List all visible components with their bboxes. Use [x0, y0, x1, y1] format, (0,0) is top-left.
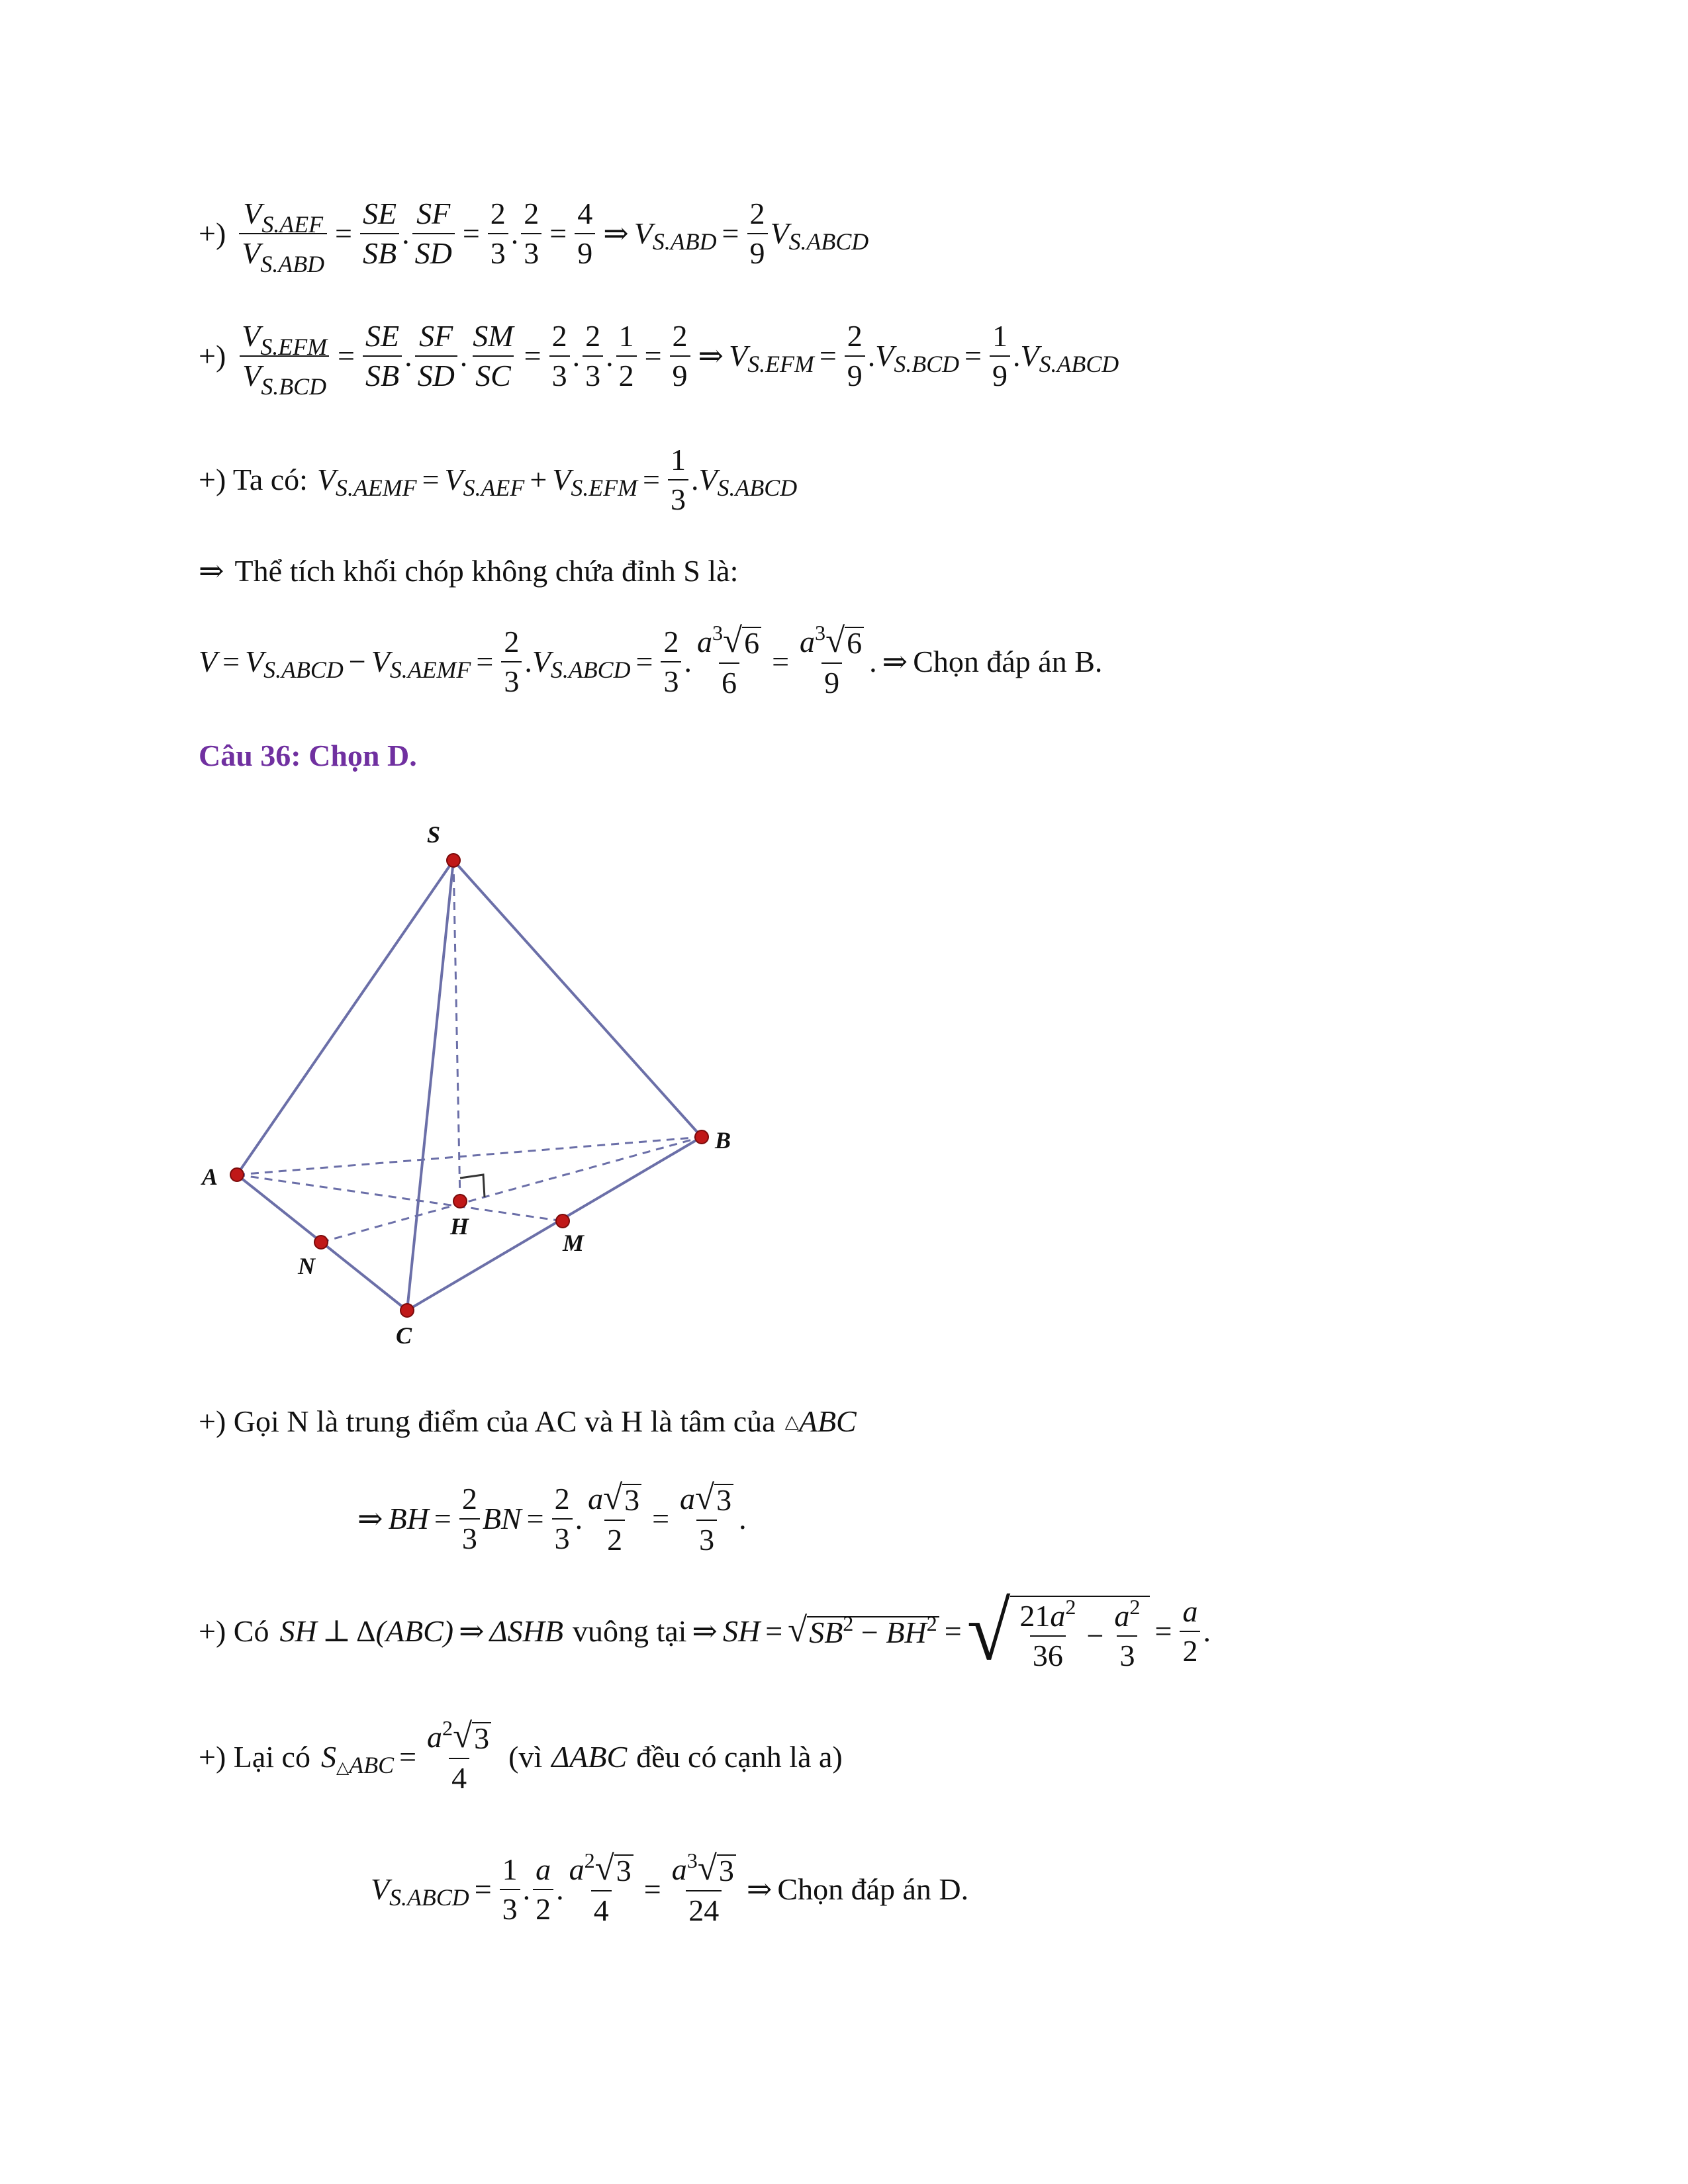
- equation-line-7: ⇒ BH = $\frac{2}{3}$ BN = $\frac{2}{3}$ . a √ 3 2 = a √ 3 3 .: [357, 1479, 747, 1557]
- point-a: [230, 1168, 244, 1181]
- fraction-2-3: $\frac{2}{3}$: [488, 199, 508, 269]
- label-m: M: [563, 1230, 585, 1256]
- point-m: [556, 1214, 569, 1228]
- height-sh-dashed: [453, 860, 460, 1201]
- fraction-se-sb: $\frac{SE}{SB}$: [360, 199, 399, 269]
- equation-line-3: +) Ta có: V S.AEMF = V S.AEF + V S.EFM = $\frac{1}{3}$ . V S.ABCD: [199, 443, 798, 516]
- fraction-sf-sd: $\frac{SF}{SD}$: [412, 199, 455, 269]
- fraction-a3-sqrt6-6: $a^3$ √ 6 6: [694, 625, 764, 698]
- bullet: +): [199, 339, 226, 373]
- equation-line-1: +) $\frac{V_{S.AEF}}{V_{S.ABD}}$ = $\frac{SE}{SB}$ . $\frac{SF}{SD}$ = $\frac{2}{3}$ . $\frac{2}{3}$ = $\frac{4}{9}$ ⇒ V S.ABD = $\frac{2}{9}$ V S.ABCD: [199, 197, 869, 277]
- fraction-a3-sqrt6-9: $a^3$ √ 6 9: [797, 625, 867, 698]
- fraction-2-9: $\frac{2}{9}$: [747, 199, 768, 269]
- bullet: +): [199, 216, 226, 250]
- question-heading: Câu 36: Chọn D.: [199, 739, 417, 772]
- equation-line-6: +) Gọi N là trung điểm của AC và H là tâm của △ ABC: [199, 1404, 857, 1438]
- label-c: C: [396, 1322, 412, 1347]
- equation-line-2: +) $\frac{V_{S.EFM}}{V_{S.BCD}}$ = $\frac{SE}{SB}$ . $\frac{SF}{SD}$ . $\frac{SM}{SC}$ = $\frac{2}{3}$ . $\frac{2}{3}$ . $\frac{1}{2}$ = $\frac{2}{9}$ ⇒ V S.EFM = $\frac{2}{9}$ . V S.BCD = $\frac{1}{9}$ . V S.ABCD: [199, 319, 1119, 400]
- equation-line-9: +) Lại có S △ABC = $a^2$ √ 3 4 (vì ΔABC đều có cạnh là a): [199, 1716, 843, 1795]
- ratio-efm-bcd: $\frac{V_{S.EFM}}{V_{S.BCD}}$: [239, 321, 330, 391]
- median-bn-dashed: [321, 1137, 702, 1242]
- ratio-aef-abd: $\frac{V_{S.AEF}}{V_{S.ABD}}$: [239, 199, 327, 269]
- fraction-2-3: $\frac{2}{3}$: [521, 199, 541, 269]
- label-a: A: [202, 1163, 218, 1190]
- vertices: [230, 854, 708, 1317]
- equation-line-4: ⇒ Thể tích khối chóp không chứa đỉnh S là:: [199, 554, 739, 588]
- point-s: [447, 854, 460, 867]
- edge-sa: [237, 860, 453, 1175]
- edge-sb: [453, 860, 702, 1137]
- point-b: [695, 1130, 708, 1144]
- point-c: [400, 1304, 414, 1317]
- triangle-symbol: △: [784, 1411, 799, 1432]
- hidden-edges: [237, 860, 702, 1242]
- pyramid-figure: [192, 817, 748, 1350]
- label-n: N: [298, 1253, 315, 1279]
- point-n: [314, 1236, 328, 1249]
- fraction-4-9: $\frac{4}{9}$: [575, 199, 595, 269]
- label-s: S: [427, 821, 441, 848]
- equation-line-5: V = V S.ABCD − V S.AEMF = $\frac{2}{3}$ . V S.ABCD = $\frac{2}{3}$ . $a^3$ √ 6 6 = $a^3$ √ 6 9 . ⇒ Chọn đáp án B.: [199, 621, 1103, 700]
- point-h: [453, 1195, 467, 1208]
- equation-line-8: +) Có SH ⊥ Δ (ABC) ⇒ ΔSHB vuông tại ⇒ SH = √ $SB^2 - BH^2$ = √ $\frac{21a^2}{36}$ − $\frac{a^2}{3}$ = $\frac{a}{2}$ .: [199, 1584, 1211, 1678]
- equation-line-10: V S.ABCD = $\frac{1}{3}$ . $\frac{a}{2}$ . $a^2$ √ 3 4 = $a^3$ √ 3 24 ⇒ Chọn đáp án D.: [371, 1848, 969, 1927]
- right-angle-mark: [460, 1175, 485, 1197]
- pyramid-diagram: [192, 817, 748, 1347]
- label-b: B: [715, 1127, 731, 1154]
- label-h: H: [450, 1213, 469, 1240]
- solid-edges: [237, 860, 702, 1310]
- edge-sc: [407, 860, 453, 1310]
